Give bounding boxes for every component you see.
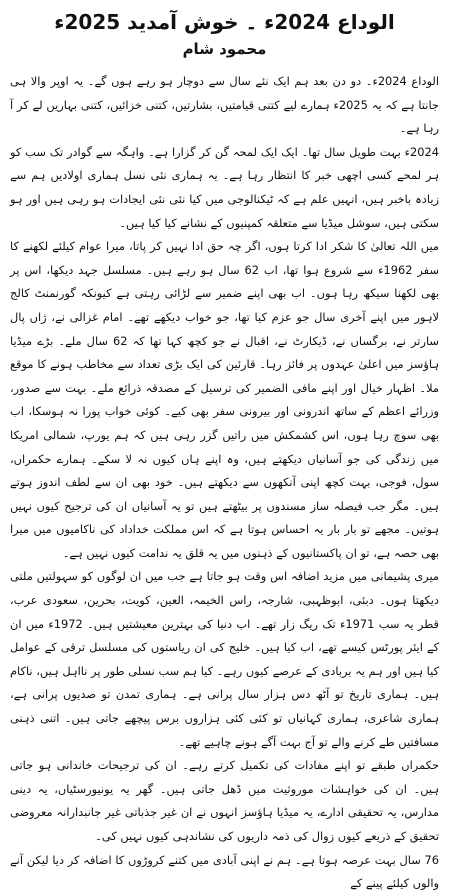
article-paragraph: میں اللہ تعالیٰ کا شکر ادا کرتا ہوں، اگر چہ حق ادا نہیں کر پاتا، میرا عوام کیلئے لکھنے کا سفر 1962ء سے شروع ہوا تھا، اب 62 سال ہو رہے ہیں۔ مسلسل جہد دیکھا، اس پر بھی لکھنا سیکھ رہا ہوں۔ اب بھی اپنے ضمیر سے لڑائی رہتی ہے کیونکہ گورنمنٹ کالج لاہور میں اپنے آخری سال جو عزم کیا تھا، جو خواب دیکھے تھے۔ امام غزالی نے، ژاں پال سارتر نے، برگساں نے، ڈیکارٹ نے، اقبال نے جو کچھ کہا تھا کہ 62 سال ملے۔ بڑے میڈیا ہاؤسز میں اعلیٰ عہدوں پر فائز رہا۔ قارئین کی ایک بڑی تعداد سے مخاطب ہونے کا موقع ملا۔ اظہار خیال اور اپنے مافی الضمیر کی ترسیل کے مصدقہ ذرائع ملے۔ بہت سے صدور، وزرائے اعظم کے ساتھ اندرونی اور بیرونی سفر بھی کیے۔ کوئی خواب پورا نہ ہوسکا، اب بھی سوچ رہا ہوں، اس کشمکش میں راتیں گزر رہی ہیں کہ ہم یورپ، شمالی امریکا میں زندگی کی جو آسانیاں دیکھتے ہیں، وہ اپنے ہاں کیوں نہ لا سکے۔ ہمارے حکمراں، سول، فوجی، بہت کچھ اپنی آنکھوں سے دیکھتے ہیں۔ خود بھی ان سے لطف اندوز ہوتے ہیں۔ مگر جب فیصلہ ساز مسندوں پر بیٹھتے ہیں تو یہ آسانیاں ان کی ترجیح کیوں نہیں ہوتیں۔ مجھے تو بار بار یہ احساس ہوتا ہے کہ اس مملکت خداداد کی ناکامیوں میں میرا بھی حصہ ہے، تو ان پاکستانیوں کے ذہنوں میں یہ قلق یہ ندامت کیوں نہیں ہے۔ bbox=[10, 239, 439, 560]
author-byline: محمود شام bbox=[182, 40, 267, 58]
article-paragraph: 76 سال بہت عرصہ ہوتا ہے۔ ہم نے اپنی آبادی میں کتنے کروڑوں کا اضافہ کر دیا لیکن آنے والوں کیلئے پینے کے bbox=[10, 852, 439, 891]
article-paragraph: 2024ء بہت طویل سال تھا۔ ایک ایک لمحہ گن کر گزارا ہے۔ واہگہ سے گوادر تک سب کو ہر لمحے کسی اچھی خبر کا انتظار رہا ہے۔ یہ ہماری نئی نسل ہماری اولادیں ہم سے زیادہ باخبر ہیں، انہیں علم ہے کہ ٹیکنالوجی میں کیا نئی نئی ایجادات ہو رہی ہیں اور ہو سکتی ہیں، سوشل میڈیا سے متعلقہ کمپنیوں کے نشانے کیا کیا ہیں۔ bbox=[10, 144, 439, 230]
article-paragraph: حکمراں طبقے تو اپنے مفادات کی تکمیل کرتے رہے۔ ان کی ترجیحات خاندانی ہو جاتی ہیں۔ ان کی خواہشات موروثیت میں ڈھل جاتی ہیں۔ گھر یہ یونیورسٹیاں، یہ دینی مدارس، یہ تحقیقی ادارے، یہ میڈیا ہاؤسز انہوں نے ان غیر جذباتی غیر جانبدارانہ معروضی تحقیق کے ذریعے کیوں زوال کی ذمہ داریوں کی نشاندہی کیوں نہیں کی۔ bbox=[10, 758, 439, 843]
article-body bbox=[10, 70, 439, 896]
article-paragraph: الوداع 2024ء۔ دو دن بعد ہم ایک نئے سال سے دوچار ہو رہے ہوں گے۔ یہ اوپر والا ہی جانتا ہے کہ یہ 2025ء ہمارے لیے کتنی قیامتیں، بشارتیں، کتنی خزائیں، کتنی بہاریں لے کر آ رہا ہے۔ bbox=[10, 74, 439, 136]
article-headline: الوداع 2024ء ۔ خوش آمدید 2025ء bbox=[54, 10, 395, 34]
article-paragraph: میری پشیمانی میں مزید اضافہ اس وقت ہو جاتا ہے جب میں ان لوگوں کو سہولتیں ملتی دیکھتا ہوں۔ دبئی، ابوظہبی، شارجہ، راس الخیمہ، العین، کویت، بحرین، سعودی عرب، قطر یہ سب 1971ء تک ریگ زار تھے۔ اب دنیا کی بہترین معیشتیں ہیں۔ 1972ء میں ان کے ایئر پورٹس کیسے تھے، اب کیا ہیں۔ خلیج کی ان ریاستوں کی مسلسل ترقی کے عوامل کیا ہیں اور ہم یہ بربادی کے عرصے کیوں رہے۔ کیا ہم سب نسلی طور پر نااہل ہیں، ناکام ہیں۔ ہماری تاریخ تو آٹھ دس ہزار سال پرانی ہے۔ ہماری تمدن تو صدیوں پرانی ہے، ہماری شاعری، ہماری کہانیاں تو کئی کئی ہزاروں برس پیچھے جاتی ہیں۔ اتنی ذہنی مسافتیں طے کرنے والے تو آج بہت آگے ہونے چاہیے تھے۔ bbox=[10, 569, 439, 749]
